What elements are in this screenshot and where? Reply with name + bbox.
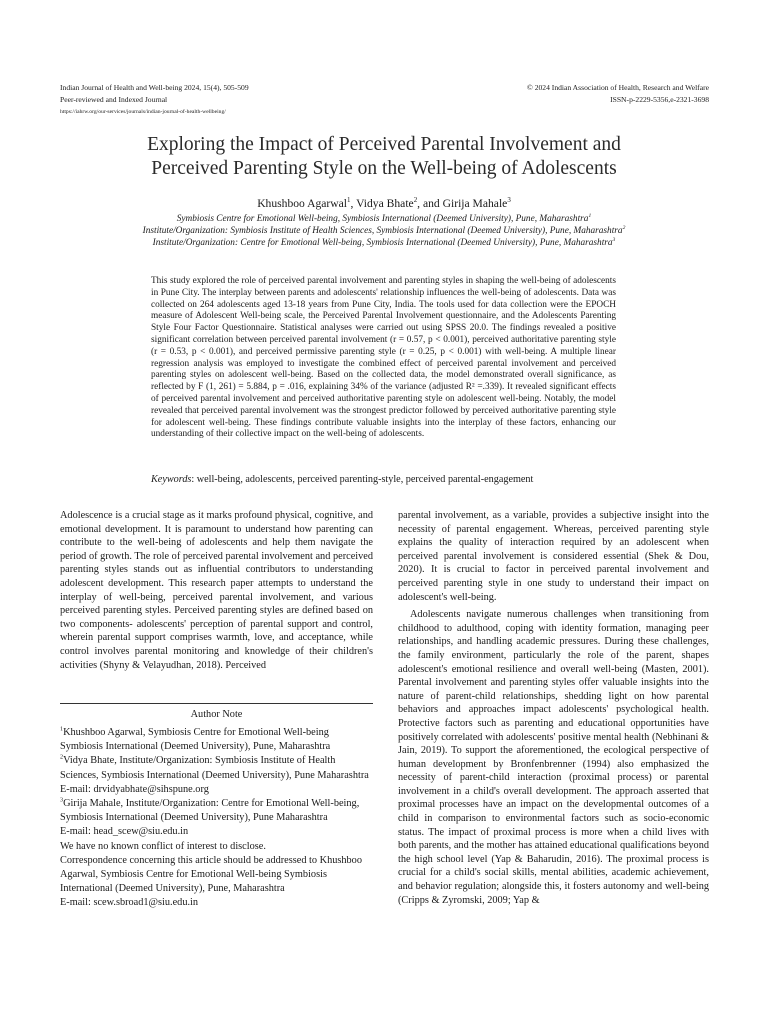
author-note-1-mark: 1 xyxy=(60,725,64,733)
abstract xyxy=(151,276,616,441)
author-3: Girija Mahale xyxy=(442,197,508,210)
author-list xyxy=(40,197,728,210)
keywords-text: : well-being, adolescents, perceived parenting-style, perceived parental-engagement xyxy=(191,474,534,485)
affiliation-2-text: Institute/Organization: Symbiosis Institute of Health Sciences, Symbiosis International (Deemed University), Pune, Maharashtra xyxy=(142,226,623,236)
correspondence-statement: Correspondence concerning this article should be addressed to Khushboo Agarwal, Symbiosis Centre for Emotional Well-being Symbiosis International (Deemed University), Pune, Maharashtra xyxy=(60,854,362,895)
author-3-mark: 3 xyxy=(507,196,511,205)
author-note-divider xyxy=(60,703,373,704)
author-separator-1: , xyxy=(350,197,357,210)
affiliation-2-mark: 2 xyxy=(622,224,626,231)
title-line-1: Exploring the Impact of Perceived Parental Involvement and xyxy=(147,134,621,155)
affiliation-1-mark: 1 xyxy=(588,212,592,219)
running-header-left xyxy=(60,82,390,118)
paper-title xyxy=(40,133,728,181)
issn-line: ISSN-p-2229-5356,e-2321-3698 xyxy=(610,95,709,104)
author-note-1-text: Khushboo Agarwal, Symbiosis Centre for Emotional Well-being Symbiosis International (Deemed University), Pune, Maharashtra xyxy=(60,727,331,753)
keywords-label: Keywords xyxy=(151,474,192,485)
author-2-mark: 2 xyxy=(413,196,418,205)
conflict-statement: We have no known conflict of interest to disclose. xyxy=(60,840,266,852)
body-column-right xyxy=(398,509,709,907)
keywords xyxy=(151,474,616,485)
author-separator-2: , and xyxy=(417,197,443,210)
body-column-left xyxy=(60,509,373,672)
title-line-2: Perceived Parenting Style on the Well-being of Adolescents xyxy=(151,158,617,179)
affiliation-3-mark: 3 xyxy=(612,236,616,243)
author-note-3-mark: 3 xyxy=(60,796,64,804)
abstract-text: This study explored the role of perceived parental involvement and parenting styles in shaping the well-being of adolescents in Pune City. The interplay between parents and adolescents' relationship influences the well-being of adolescents. Data was collected on 264 adolescents aged 13-18 years from Pune City, India. The tools used for data collection were the EPOCH measure of Adolescent Well-being scale, the Perceived Parental Involvement questionnaire, and the Adolescents Parenting Style Four Factor Questionnaire. Statistical analyses were carried out using SPSS 20.0. The findings revealed a positive significant correlation between perceived parental involvement (r = 0.57, p < 0.001), perceived authoritative parenting style (r = 0.53, p < 0.001), and perceived permissive parenting style (r = 0.25, p < 0.001) with well-being. A multiple linear regression analysis was employed to investigate the combined effect of perceived parental involvement and perceived parenting styles on adolescent well-being. Based on the collected data, the model demonstrated overall significance, as reflected by F (1, 261) = 5.884, p = .016, explaining 34% of the variance (adjusted R² =.339). It revealed significant effects of perceived parental involvement and perceived authoritative parenting style on adolescent well-being. Notably, the model revealed that perceived parental involvement was the strongest predictor followed by perceived authoritative parenting style for adolescent well-being. These findings contribute valuable insights into the interplay of these factors, enhancing our understanding of their collective impact on the well-being of adolescents. xyxy=(151,276,616,440)
author-note xyxy=(60,726,373,911)
author-note-2-email[interactable]: E-mail: drvidyabhate@sihspune.org xyxy=(60,783,209,795)
author-note-title: Author Note xyxy=(190,709,243,720)
author-note-1 xyxy=(60,726,373,754)
affiliation-list xyxy=(40,213,728,249)
affiliation-1 xyxy=(40,213,728,225)
author-note-2-text: Vidya Bhate, Institute/Organization: Symbiosis Institute of Health Sciences, Symbiosis International (Deemed University), Pune Maharashtra xyxy=(60,755,369,781)
author-note-2 xyxy=(60,754,373,782)
correspondence-email[interactable]: E-mail: scew.sbroad1@siu.edu.in xyxy=(60,897,199,909)
review-status: Peer-reviewed and Indexed Journal xyxy=(60,95,168,104)
author-1: Khushboo Agarwal xyxy=(257,197,348,210)
journal-url[interactable]: https://iahrw.org/our-services/journals/indian-journal-of-health-wellbeing/ xyxy=(60,109,226,115)
intro-paragraph-1-continued: parental involvement, as a variable, provides a subjective insight into the necessity of parental engagement. Whereas, perceived parenting style explains the quality of interaction required by an adolescent when perceived parental involvement is considered essential (Shek & Dou, 2020). It is crucial to factor in perceived parental involvement and perceived parenting style in one study to understand their impact on adolescent's well-being. xyxy=(398,510,709,603)
author-note-3 xyxy=(60,797,373,825)
affiliation-1-text: Symbiosis Centre for Emotional Well-being, Symbiosis International (Deemed University), Pune, Maharashtra xyxy=(176,214,589,224)
author-2: Vidya Bhate xyxy=(356,197,414,210)
affiliation-3-text: Institute/Organization: Centre for Emotional Well-being, Symbiosis International (Deemed University), Pune, Maharashtra xyxy=(152,238,613,248)
affiliation-3 xyxy=(40,237,728,249)
running-header-right xyxy=(379,82,709,106)
author-note-2-mark: 2 xyxy=(60,753,64,761)
affiliation-2 xyxy=(40,225,728,237)
intro-paragraph-2: Adolescents navigate numerous challenges when transitioning from childhood to adulthood, coping with identity formation, managing peer relationships, and handling academic pressures. During these challenges, the family environment, particularly the role of the parent, shapes adolescent's emotional resilience and overall well-being (Masten, 2001). Parental involvement and parenting styles offer valuable insights into the nature of parent-child relationships, shedding light on how parental behaviors and approaches impact adolescents' psychological health. Protective factors such as parenting and educational opportunities have positively correlated with adolescents' positive mental health (Nebhinani & Jain, 2019). To support the aforementioned, the ecological perspective of human development by Bronfenbrenner (1994) also emphasized the necessity of parent-child interaction (proximal process) or parental involvement in a child's overall development. The approach asserted that proximal processes have an impact on the developmental outcomes of a child in comparison to environmental factors such as socio-economic status. The impact of proximal process is more when a child lives with both parents, and the mother has attained educational qualifications beyond the high school level (Yap & Baharudin, 2016). The proximal process is crucial for a child's social skills, mental abilities, academic achievement, and behavior regulation; alongside this, it fosters autonomy and well-being (Cripps & Zyromski, 2009; Yap & xyxy=(398,609,709,906)
author-1-mark: 1 xyxy=(347,196,351,205)
author-note-3-text: Girija Mahale, Institute/Organization: Centre for Emotional Well-being, Symbiosis International (Deemed University), Pune Maharashtra xyxy=(60,798,360,824)
author-note-3-email[interactable]: E-mail: head_scew@siu.edu.in xyxy=(60,826,189,838)
copyright-line: © 2024 Indian Association of Health, Research and Welfare xyxy=(527,83,709,92)
intro-paragraph-1: Adolescence is a crucial stage as it marks profound physical, cognitive, and emotional development. It is paramount to understand how parenting can contribute to the well-being of adolescents and help them navigate the period of growth. The role of perceived parental involvement and perceived parenting styles stands out as influential contributors to understanding adolescent development. This research paper attempts to understand the interplay of well-being, perceived parental involvement, and various perceived parenting styles. Perceived parenting styles are defined based on two components- adolescents' perception of parental support and control, wherein parental support comprises warmth, love, and acceptance, while control involves parental monitoring and knowledge of their children's activities (Shyny & Velayudhan, 2018). Perceived xyxy=(60,510,373,671)
journal-citation: Indian Journal of Health and Well-being 2024, 15(4), 505-509 xyxy=(60,83,249,92)
